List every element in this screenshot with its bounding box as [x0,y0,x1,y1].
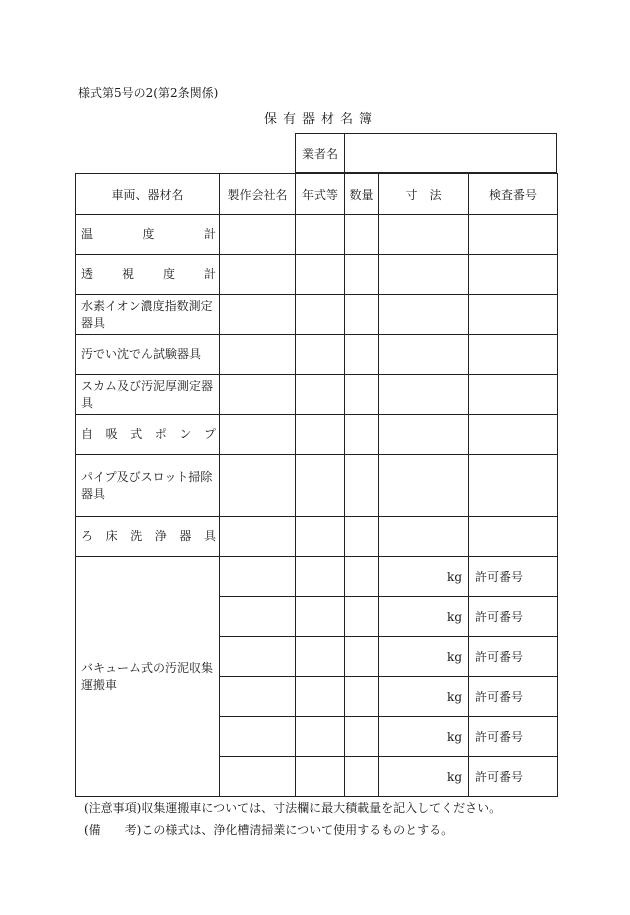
inspection-number-cell[interactable] [469,455,558,517]
vendor-label: 業者名 [296,134,345,173]
dimensions-cell[interactable] [379,415,469,455]
vehicle-model-year-cell[interactable] [296,557,345,597]
equipment-name: 自 吸 式 ポ ン プ [76,415,220,455]
equipment-name: パイプ及びスロット掃除器具 [76,455,220,517]
note-remarks: (備 考)この様式は、浄化槽清掃業について使用するものとする。 [84,823,454,837]
equipment-name: 温 度 計 [76,215,220,255]
vehicle-quantity-cell[interactable] [345,597,379,637]
vehicle-model-year-cell[interactable] [296,757,345,797]
model-year-cell[interactable] [296,455,345,517]
table-row [76,517,558,557]
table-row [76,415,558,455]
dimensions-cell[interactable] [379,455,469,517]
model-year-cell[interactable] [296,375,345,415]
dimensions-cell[interactable] [379,335,469,375]
vehicle-capacity-unit: kg [379,757,469,797]
vehicle-manufacturer-cell[interactable] [220,597,296,637]
equipment-name: ろ 床 洗 浄 器 具 [76,517,220,557]
quantity-cell[interactable] [345,415,379,455]
table-row [76,255,558,295]
table-row [76,375,558,415]
vehicle-quantity-cell[interactable] [345,677,379,717]
inspection-number-cell[interactable] [469,415,558,455]
vehicle-manufacturer-cell[interactable] [220,717,296,757]
manufacturer-cell[interactable] [220,215,296,255]
vehicle-row [76,557,558,597]
inspection-number-cell[interactable] [469,215,558,255]
vehicle-capacity-unit: kg [379,557,469,597]
vehicle-permit-label: 許可番号 [469,637,558,677]
vehicle-model-year-cell[interactable] [296,677,345,717]
table-row [76,295,558,335]
vehicle-quantity-cell[interactable] [345,757,379,797]
equipment-name: スカム及び汚泥厚測定器具 [76,375,220,415]
vehicle-permit-label: 許可番号 [469,757,558,797]
table-header-row [76,174,558,215]
manufacturer-cell[interactable] [220,295,296,335]
manufacturer-cell[interactable] [220,517,296,557]
equipment-name: 汚でい沈でん試験器具 [76,335,220,375]
equipment-name: 透 視 度 計 [76,255,220,295]
vehicle-manufacturer-cell[interactable] [220,637,296,677]
vehicle-name: バキューム式の汚泥収集運搬車 [76,557,220,797]
inspection-number-cell[interactable] [469,335,558,375]
vehicle-permit-label: 許可番号 [469,597,558,637]
dimensions-cell[interactable] [379,255,469,295]
vehicle-capacity-unit: kg [379,597,469,637]
header-dimensions: 寸 法 [379,174,469,215]
vehicle-quantity-cell[interactable] [345,557,379,597]
manufacturer-cell[interactable] [220,455,296,517]
table-row [76,335,558,375]
manufacturer-cell[interactable] [220,255,296,295]
vehicle-model-year-cell[interactable] [296,717,345,757]
dimensions-cell[interactable] [379,517,469,557]
quantity-cell[interactable] [345,295,379,335]
table-row [76,215,558,255]
model-year-cell[interactable] [296,295,345,335]
equipment-table [75,173,558,797]
vehicle-model-year-cell[interactable] [296,597,345,637]
vehicle-permit-label: 許可番号 [469,717,558,757]
vehicle-manufacturer-cell[interactable] [220,757,296,797]
inspection-number-cell[interactable] [469,375,558,415]
note-caution: (注意事項)収集運搬車については、寸法欄に最大積載量を記入してください。 [84,801,502,815]
quantity-cell[interactable] [345,215,379,255]
table-row [76,455,558,517]
vehicle-capacity-unit: kg [379,717,469,757]
quantity-cell[interactable] [345,255,379,295]
header-model-year: 年式等 [296,174,345,215]
dimensions-cell[interactable] [379,295,469,335]
equipment-name: 水素イオン濃度指数測定器具 [76,295,220,335]
vehicle-quantity-cell[interactable] [345,637,379,677]
quantity-cell[interactable] [345,335,379,375]
vehicle-manufacturer-cell[interactable] [220,677,296,717]
header-equipment-name: 車両、器材名 [76,174,220,215]
dimensions-cell[interactable] [379,215,469,255]
manufacturer-cell[interactable] [220,335,296,375]
vendor-value-cell[interactable] [345,134,557,173]
vehicle-capacity-unit: kg [379,637,469,677]
document-title: 保有器材名簿 [263,112,378,127]
model-year-cell[interactable] [296,415,345,455]
header-inspection-number: 検査番号 [469,174,558,215]
vehicle-manufacturer-cell[interactable] [220,557,296,597]
vehicle-permit-label: 許可番号 [469,557,558,597]
manufacturer-cell[interactable] [220,375,296,415]
form-number: 様式第5号の2(第2条関係) [78,86,219,100]
inspection-number-cell[interactable] [469,517,558,557]
inspection-number-cell[interactable] [469,295,558,335]
model-year-cell[interactable] [296,335,345,375]
vehicle-capacity-unit: kg [379,677,469,717]
vehicle-permit-label: 許可番号 [469,677,558,717]
vehicle-quantity-cell[interactable] [345,717,379,757]
vehicle-model-year-cell[interactable] [296,637,345,677]
vendor-table [295,133,557,173]
quantity-cell[interactable] [345,375,379,415]
header-quantity: 数量 [345,174,379,215]
manufacturer-cell[interactable] [220,415,296,455]
quantity-cell[interactable] [345,517,379,557]
notes [84,797,501,841]
quantity-cell[interactable] [345,455,379,517]
model-year-cell[interactable] [296,517,345,557]
model-year-cell[interactable] [296,255,345,295]
header-manufacturer: 製作会社名 [220,174,296,215]
model-year-cell[interactable] [296,215,345,255]
dimensions-cell[interactable] [379,375,469,415]
inspection-number-cell[interactable] [469,255,558,295]
